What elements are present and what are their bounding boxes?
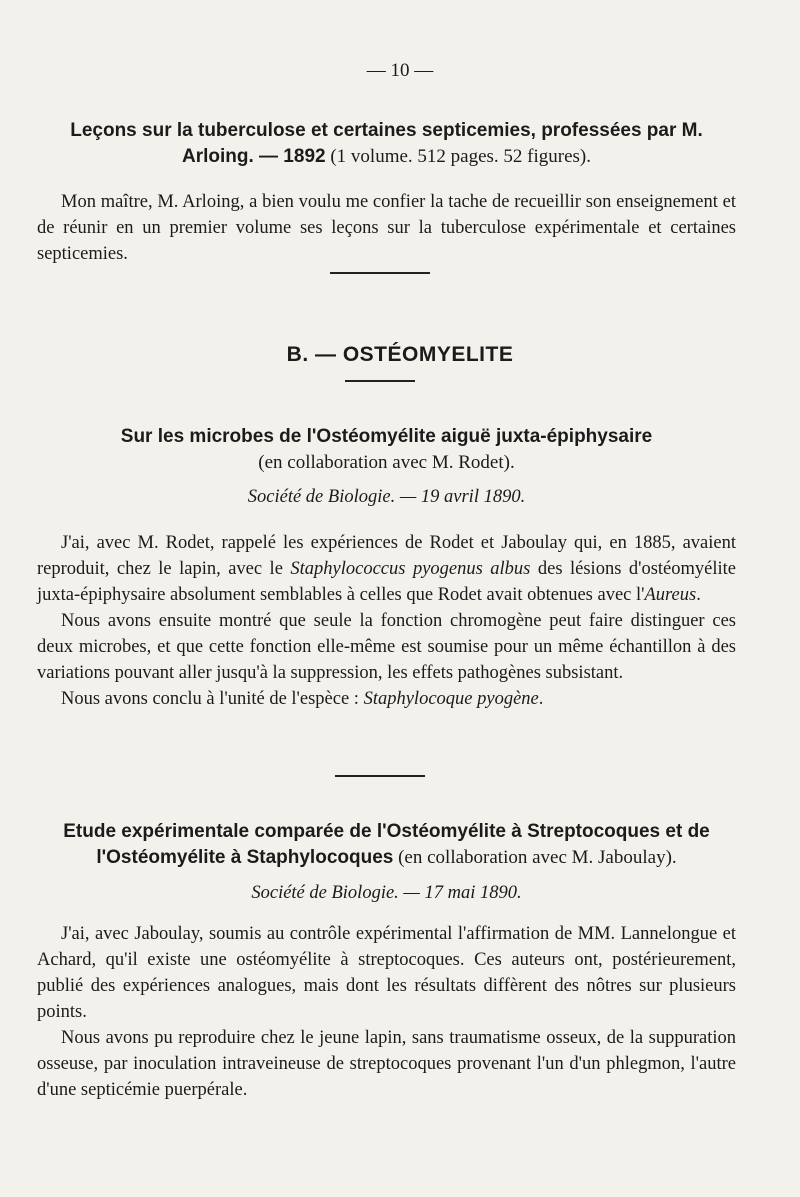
microbes-title-collab: (en collaboration avec M. Rodet). [258,452,515,473]
microbes-paragraph-3 [37,686,736,712]
section-divider [330,272,430,274]
lecons-title [37,118,736,170]
p1-text-c: . [696,585,701,605]
microbes-society-line: Société de Biologie. — 19 avril 1890. [247,487,526,507]
p1-text-b: des lésions d'ostéomyélite juxta-épiphysaire absolument semblables à celles que Rodet avait obtenues avec l' [37,559,736,605]
etude-title-bold: Etude expérimentale comparée de l'Ostéomyélite à Streptocoques et de l'Ostéomyélite à Staphylocoques [63,821,710,868]
section-divider-2 [335,775,425,777]
p3-species: Staphylocoque pyogène [363,689,539,709]
etude-society-line: Société de Biologie. — 17 mai 1890. [251,883,522,903]
section-heading-osteomyelite: B. — OSTÉOMYELITE [286,343,514,366]
etude-title-collab: (en collaboration avec M. Jaboulay). [398,847,677,868]
p1-species-aureus: Aureus [644,585,697,605]
etude-body [37,921,736,1103]
etude-paragraph-1: J'ai, avec Jaboulay, soumis au contrôle expérimental l'affirmation de MM. Lannelongue et Achard, qu'il existe une ostéomyélite à streptocoques. Ces auteurs ont, postérieurement, publié des expériences analogues, mais dont les résultats diffèrent des nôtres sur plusieurs points. [37,924,736,1022]
microbes-title [37,424,736,476]
heading-underline [345,380,415,382]
microbes-paragraph-1 [37,530,736,608]
etude-paragraph-2: Nous avons pu reproduire chez le jeune lapin, sans traumatisme osseux, de la suppuration osseuse, par inoculation intraveineuse de streptocoques provenant l'un d'un phlegmon, l'autre d'une septicémie puerpérale. [37,1028,736,1100]
p3-text-b: . [538,689,544,709]
microbes-title-bold: Sur les microbes de l'Ostéomyélite aiguë juxta-épiphysaire [120,426,653,447]
lecons-title-details: (1 volume. 512 pages. 52 figures). [330,146,592,167]
etude-title [37,819,736,871]
p3-text-a: Nous avons conclu à l'unité de l'espèce : [61,689,364,709]
lecons-paragraph: Mon maître, M. Arloing, a bien voulu me confier la tache de recueillir son enseignement et de réunir en un premier volume ses leçons sur la tuberculose expérimentale et certaines septicemies. [37,192,736,264]
p1-text-a: J'ai, avec M. Rodet, rappelé les expériences de Rodet et Jaboulay qui, en 1885, avaient reproduit, chez le lapin, avec le [37,533,736,579]
microbes-paragraph-2: Nous avons ensuite montré que seule la fonction chromogène peut faire distinguer ces deux microbes, et que cette fonction elle-même est soumise pour un même échantillon à des variations pouvant aller jusqu'à la suppression, les effets pathogènes subsistant. [37,611,736,683]
microbes-body [37,530,736,712]
page-number: — 10 — [366,60,434,81]
p1-species-albus: Staphylococcus pyogenus albus [290,559,531,579]
lecons-paragraph-wrap [37,189,736,267]
lecons-title-bold: Leçons sur la tuberculose et certaines septicemies, professées par M. Arloing. — 1892 [70,120,703,167]
